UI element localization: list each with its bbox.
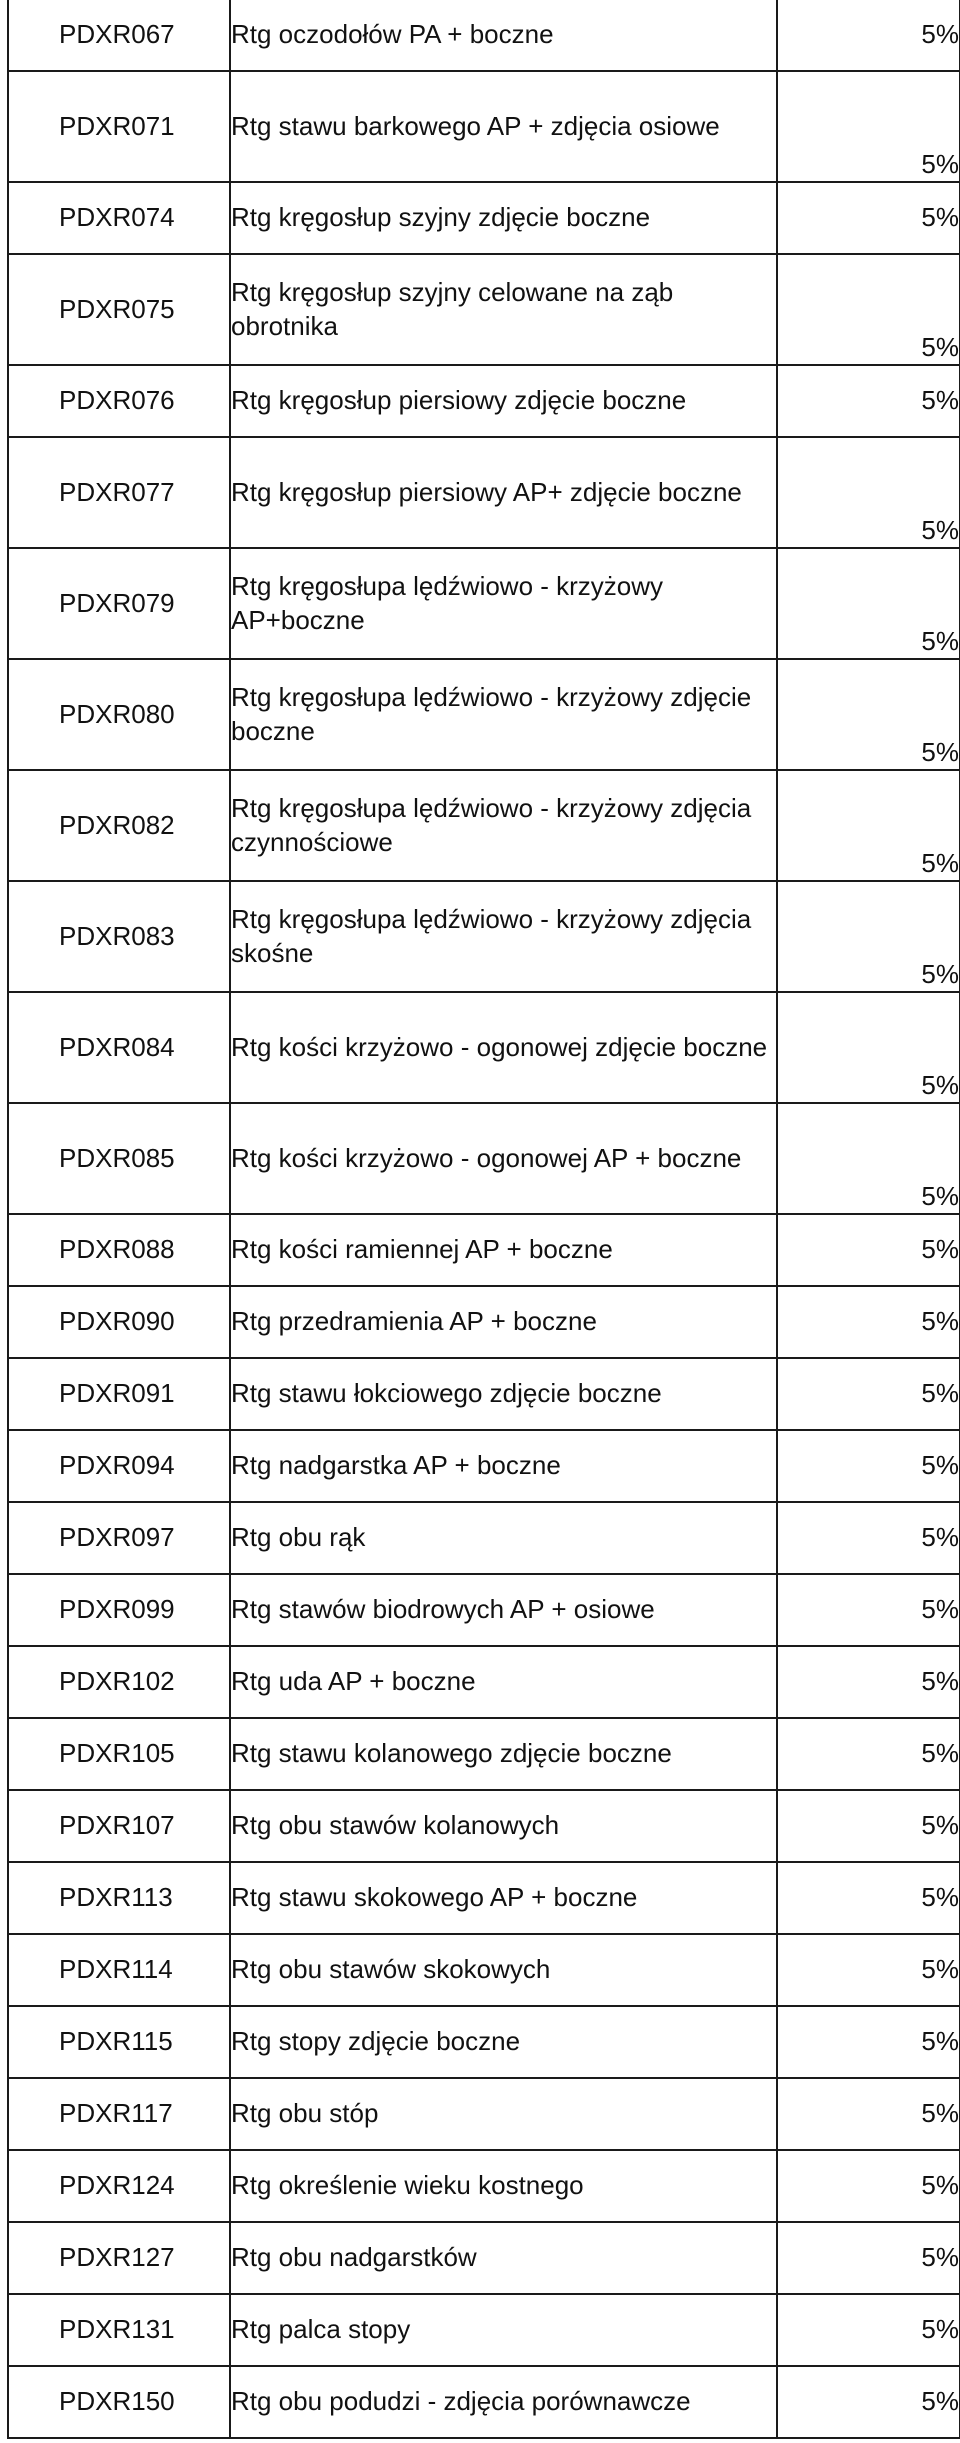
procedure-description: Rtg stawu kolanowego zdjęcie boczne	[230, 1718, 777, 1790]
table-row	[8, 2294, 960, 2366]
procedure-description: Rtg oczodołów PA + boczne	[230, 0, 777, 71]
procedure-code: PDXR097	[8, 1502, 230, 1574]
table-row	[8, 1430, 960, 1502]
procedure-description: Rtg określenie wieku kostnego	[230, 2150, 777, 2222]
table-row	[8, 1574, 960, 1646]
procedure-code: PDXR067	[8, 0, 230, 71]
table-row	[8, 992, 960, 1103]
procedure-description: Rtg obu rąk	[230, 1502, 777, 1574]
procedure-percent: 5%	[777, 770, 960, 881]
procedure-percent: 5%	[777, 1430, 960, 1502]
procedure-code: PDXR079	[8, 548, 230, 659]
procedure-code: PDXR085	[8, 1103, 230, 1214]
table-row	[8, 1286, 960, 1358]
procedure-percent: 5%	[777, 1790, 960, 1862]
procedure-percent: 5%	[777, 1214, 960, 1286]
procedure-code: PDXR113	[8, 1862, 230, 1934]
table-row	[8, 71, 960, 182]
procedure-price-table	[7, 0, 960, 2439]
table-row	[8, 437, 960, 548]
procedure-code: PDXR094	[8, 1430, 230, 1502]
table-row	[8, 1214, 960, 1286]
procedure-code: PDXR127	[8, 2222, 230, 2294]
procedure-percent: 5%	[777, 1646, 960, 1718]
procedure-percent: 5%	[777, 1286, 960, 1358]
table-row	[8, 770, 960, 881]
table-row	[8, 365, 960, 437]
procedure-code: PDXR150	[8, 2366, 230, 2438]
procedure-description: Rtg uda AP + boczne	[230, 1646, 777, 1718]
procedure-code: PDXR099	[8, 1574, 230, 1646]
table-row	[8, 1646, 960, 1718]
table-row	[8, 881, 960, 992]
table-row	[8, 2006, 960, 2078]
table-row	[8, 1103, 960, 1214]
table-body	[8, 0, 960, 2438]
procedure-percent: 5%	[777, 0, 960, 71]
procedure-description: Rtg palca stopy	[230, 2294, 777, 2366]
procedure-code: PDXR107	[8, 1790, 230, 1862]
procedure-percent: 5%	[777, 992, 960, 1103]
procedure-description: Rtg obu nadgarstków	[230, 2222, 777, 2294]
procedure-percent: 5%	[777, 659, 960, 770]
procedure-code: PDXR082	[8, 770, 230, 881]
procedure-description: Rtg obu stóp	[230, 2078, 777, 2150]
procedure-percent: 5%	[777, 1502, 960, 1574]
table-row	[8, 2078, 960, 2150]
procedure-description: Rtg kręgosłup piersiowy zdjęcie boczne	[230, 365, 777, 437]
procedure-code: PDXR102	[8, 1646, 230, 1718]
procedure-percent: 5%	[777, 2366, 960, 2438]
procedure-description: Rtg kręgosłupa lędźwiowo - krzyżowy zdjęcia skośne	[230, 881, 777, 992]
procedure-code: PDXR124	[8, 2150, 230, 2222]
table-row	[8, 1502, 960, 1574]
procedure-code: PDXR088	[8, 1214, 230, 1286]
procedure-percent: 5%	[777, 881, 960, 992]
procedure-code: PDXR076	[8, 365, 230, 437]
table-row	[8, 2222, 960, 2294]
procedure-percent: 5%	[777, 437, 960, 548]
procedure-description: Rtg stawu łokciowego zdjęcie boczne	[230, 1358, 777, 1430]
table-row	[8, 2366, 960, 2438]
procedure-code: PDXR083	[8, 881, 230, 992]
procedure-code: PDXR105	[8, 1718, 230, 1790]
procedure-percent: 5%	[777, 2006, 960, 2078]
procedure-percent: 5%	[777, 1718, 960, 1790]
procedure-percent: 5%	[777, 1862, 960, 1934]
procedure-code: PDXR074	[8, 182, 230, 254]
table-row	[8, 1934, 960, 2006]
procedure-percent: 5%	[777, 71, 960, 182]
procedure-code: PDXR131	[8, 2294, 230, 2366]
table-row	[8, 254, 960, 365]
procedure-code: PDXR071	[8, 71, 230, 182]
procedure-code: PDXR080	[8, 659, 230, 770]
procedure-percent: 5%	[777, 1934, 960, 2006]
table-row	[8, 1790, 960, 1862]
procedure-code: PDXR115	[8, 2006, 230, 2078]
procedure-description: Rtg kręgosłup piersiowy AP+ zdjęcie boczne	[230, 437, 777, 548]
procedure-percent: 5%	[777, 254, 960, 365]
procedure-percent: 5%	[777, 182, 960, 254]
procedure-code: PDXR084	[8, 992, 230, 1103]
procedure-code: PDXR077	[8, 437, 230, 548]
table-row	[8, 659, 960, 770]
procedure-code: PDXR075	[8, 254, 230, 365]
procedure-description: Rtg przedramienia AP + boczne	[230, 1286, 777, 1358]
procedure-percent: 5%	[777, 365, 960, 437]
procedure-description: Rtg kręgosłup szyjny zdjęcie boczne	[230, 182, 777, 254]
procedure-code: PDXR091	[8, 1358, 230, 1430]
procedure-description: Rtg kości krzyżowo - ogonowej AP + boczne	[230, 1103, 777, 1214]
procedure-description: Rtg kręgosłupa lędźwiowo - krzyżowy zdjęcia czynnościowe	[230, 770, 777, 881]
table-row	[8, 1862, 960, 1934]
procedure-description: Rtg obu stawów skokowych	[230, 1934, 777, 2006]
table-row	[8, 0, 960, 71]
procedure-description: Rtg stawu barkowego AP + zdjęcia osiowe	[230, 71, 777, 182]
procedure-description: Rtg kości ramiennej AP + boczne	[230, 1214, 777, 1286]
procedure-description: Rtg kręgosłup szyjny celowane na ząb obrotnika	[230, 254, 777, 365]
procedure-percent: 5%	[777, 1574, 960, 1646]
procedure-percent: 5%	[777, 2222, 960, 2294]
procedure-code: PDXR117	[8, 2078, 230, 2150]
procedure-percent: 5%	[777, 2150, 960, 2222]
procedure-code: PDXR090	[8, 1286, 230, 1358]
table-row	[8, 2150, 960, 2222]
procedure-percent: 5%	[777, 1358, 960, 1430]
procedure-percent: 5%	[777, 548, 960, 659]
procedure-description: Rtg kręgosłupa lędźwiowo - krzyżowy zdjęcie boczne	[230, 659, 777, 770]
procedure-description: Rtg stawu skokowego AP + boczne	[230, 1862, 777, 1934]
procedure-description: Rtg stopy zdjęcie boczne	[230, 2006, 777, 2078]
procedure-description: Rtg stawów biodrowych AP + osiowe	[230, 1574, 777, 1646]
procedure-code: PDXR114	[8, 1934, 230, 2006]
procedure-description: Rtg kręgosłupa lędźwiowo - krzyżowy AP+boczne	[230, 548, 777, 659]
procedure-percent: 5%	[777, 2078, 960, 2150]
procedure-description: Rtg nadgarstka AP + boczne	[230, 1430, 777, 1502]
procedure-description: Rtg kości krzyżowo - ogonowej zdjęcie boczne	[230, 992, 777, 1103]
table-row	[8, 548, 960, 659]
table-row	[8, 1718, 960, 1790]
procedure-description: Rtg obu stawów kolanowych	[230, 1790, 777, 1862]
table-row	[8, 182, 960, 254]
procedure-percent: 5%	[777, 2294, 960, 2366]
table-row	[8, 1358, 960, 1430]
procedure-description: Rtg obu podudzi - zdjęcia porównawcze	[230, 2366, 777, 2438]
procedure-percent: 5%	[777, 1103, 960, 1214]
